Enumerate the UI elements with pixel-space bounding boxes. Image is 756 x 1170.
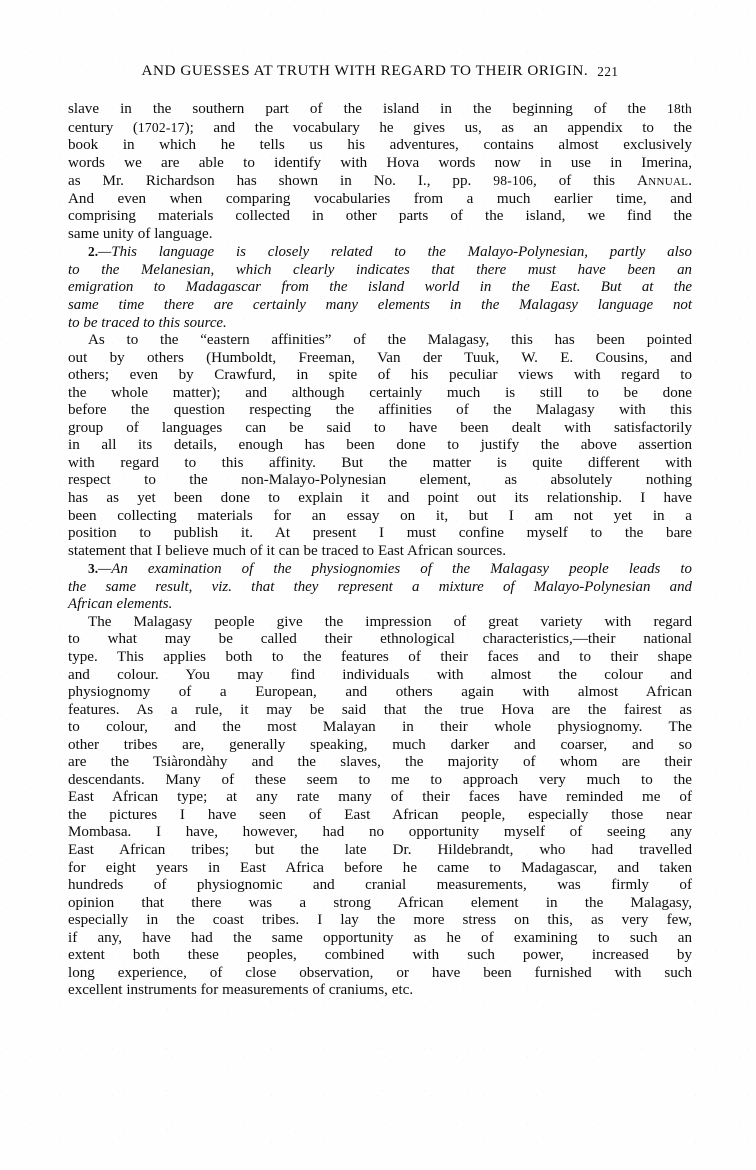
text-line: the same result, viz. that they represent a mixture of Malayo-Polynesian and	[68, 578, 692, 595]
text-line: As to the “eastern affinities” of the Malagasy, this has been pointed	[88, 332, 692, 349]
text-line: for eight years in East Africa before he came to Madagascar, and taken	[68, 859, 692, 876]
oldstyle-figures: 18th	[667, 101, 692, 116]
text-line: to be traced to this source.	[68, 314, 227, 331]
text-line: The Malagasy people give the impression of great variety with regard	[88, 613, 692, 630]
text-line: group of languages can be said to have been dealt with satisfactorily	[68, 419, 692, 436]
text-line: 2.—This language is closely related to the Malayo-Polynesian, partly also	[88, 244, 692, 261]
running-head-title: AND GUESSES AT TRUTH WITH REGARD TO THEIR ORIGIN.	[141, 62, 589, 79]
text-line: respect to the non-Malayo-Polynesian element, as absolutely nothing	[68, 472, 692, 489]
para-slave-vocabulary	[68, 100, 692, 243]
para-malagasy-variety	[68, 614, 692, 1000]
text-line: in all its details, enough has been done to justify the above assertion	[68, 437, 692, 454]
para-eastern-affinities	[68, 332, 692, 560]
text-line: the pictures I have seen of East African people, especially those near	[68, 806, 692, 823]
text-line: And even when comparing vocabularies from a much earlier time, and	[68, 190, 692, 207]
body-text-block	[68, 100, 692, 1000]
page-folio-number: 221	[597, 64, 619, 79]
text-line: book in which he tells us his adventures, contains almost exclusively	[68, 137, 692, 154]
text-line: statement that I believe much of it can be traced to East African sources.	[68, 542, 507, 559]
section-number: 3.	[88, 561, 99, 577]
text-line: and colour. You may find individuals with almost the colour and	[68, 666, 692, 683]
oldstyle-figures: 1702-17	[137, 119, 185, 135]
oldstyle-figures: 98-106	[493, 173, 533, 189]
running-head	[68, 62, 692, 80]
text-line: opinion that there was a strong African element in the Malagasy,	[68, 894, 692, 911]
section-number: 2.	[88, 244, 99, 260]
text-line: 3.—An examination of the physiognomies of the Malagasy people leads to	[88, 561, 692, 578]
text-line: words we are able to identify with Hova words now in use in Imerina,	[68, 154, 692, 171]
text-line: comprising materials collected in other parts of the island, we find the	[68, 208, 692, 225]
text-line: to the Melanesian, which clearly indicates that there must have been an	[68, 261, 692, 278]
small-caps-annual: Annual	[637, 173, 689, 190]
text-line: are the Tsiàrondàhy and the slaves, the majority of whom are their	[68, 754, 692, 771]
text-line: emigration to Madagascar from the island world in the East. But at the	[68, 279, 692, 296]
text-line: excellent instruments for measurements of craniums, etc.	[68, 982, 414, 999]
text-line: hundreds of physiognomic and cranial measurements, was firmly of	[68, 877, 692, 894]
text-line: extent both these peoples, combined with such power, increased by	[68, 947, 692, 964]
text-line: has as yet been done to explain it and point out its relationship. I have	[68, 490, 692, 507]
text-line: slave in the southern part of the island in the beginning of the 18th	[68, 101, 692, 117]
text-line: same unity of language.	[68, 225, 213, 242]
text-line: East African type; at any rate many of their faces have reminded me of	[68, 789, 692, 806]
text-line: the whole matter); and although certainly much is still to be done	[68, 384, 692, 401]
text-line: been collecting materials for an essay on it, but I am not yet in a	[68, 507, 692, 524]
text-line: century (1702-17); and the vocabulary he gives us, as an appendix to the	[68, 119, 692, 136]
text-line: to colour, and the most Malayan in their whole physiognomy. The	[68, 719, 692, 736]
para-section-3	[68, 560, 692, 614]
text-line: African elements.	[68, 596, 173, 613]
text-line: especially in the coast tribes. I lay the more stress on this, as very few,	[68, 912, 692, 929]
text-line: as Mr. Richardson has shown in No. I., pp. 98-106, of this Annual.	[68, 173, 692, 190]
text-line: to what may be called their ethnological characteristics,—their national	[68, 631, 692, 648]
text-line: descendants. Many of these seem to me to approach very much to the	[68, 771, 692, 788]
text-line: type. This applies both to the features of their faces and to their shape	[68, 648, 692, 665]
text-line: position to publish it. At present I must confine myself to the bare	[68, 525, 692, 542]
text-line: physiognomy of a European, and others again with almost African	[68, 684, 692, 701]
text-line: features. As a rule, it may be said that the true Hova are the fairest as	[68, 701, 692, 718]
text-line: other tribes are, generally speaking, much darker and coarser, and so	[68, 736, 692, 753]
text-line: East African tribes; but the late Dr. Hildebrandt, who had travelled	[68, 841, 692, 858]
text-line: long experience, of close observation, or have been furnished with such	[68, 964, 692, 981]
text-line: others; even by Crawfurd, in spite of his peculiar views with regard to	[68, 367, 692, 384]
para-section-2	[68, 243, 692, 332]
text-line: same time there are certainly many elements in the Malagasy language not	[68, 297, 692, 314]
text-line: if any, have had the same opportunity as he of examining to such an	[68, 929, 692, 946]
text-line: with regard to this affinity. But the matter is quite different with	[68, 454, 692, 471]
text-line: Mombasa. I have, however, had no opportunity myself of seeing any	[68, 824, 692, 841]
text-line: out by others (Humboldt, Freeman, Van der Tuuk, W. E. Cousins, and	[68, 349, 692, 366]
text-line: before the question respecting the affinities of the Malagasy with this	[68, 402, 692, 419]
